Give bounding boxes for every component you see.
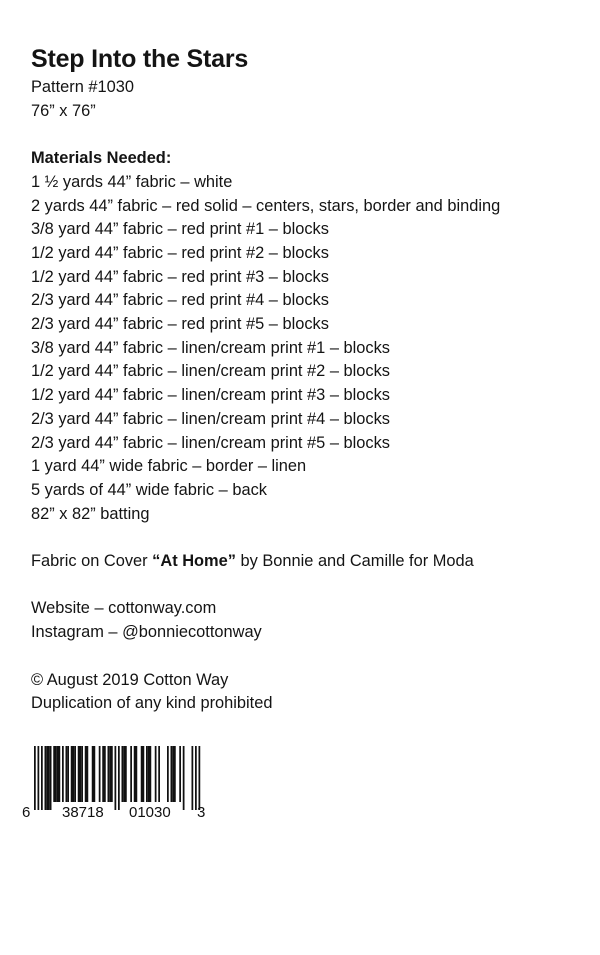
barcode-check-digit: 3 (197, 804, 206, 821)
barcode-bar (41, 746, 43, 810)
barcode-bar (134, 746, 136, 802)
cover-fabric-collection: “At Home” (152, 552, 236, 571)
material-item: 2/3 yard 44” fabric – linen/cream print #4 – blocks (31, 409, 390, 428)
material-item: 1/2 yard 44” fabric – red print #3 – blocks (31, 267, 329, 286)
barcode-bar (67, 746, 69, 802)
spacer (31, 574, 586, 598)
barcode-bar (92, 746, 94, 802)
barcode-bar (158, 746, 160, 802)
barcode-bar (62, 746, 64, 802)
barcode-bar (171, 746, 173, 802)
barcode-bar (45, 746, 47, 810)
material-item: 2/3 yard 44” fabric – red print #4 – blocks (31, 291, 329, 310)
material-item: 2/3 yard 44” fabric – linen/cream print #5 – blocks (31, 433, 390, 452)
barcode-bar (146, 746, 148, 802)
material-item: 1/2 yard 44” fabric – red print #2 – blocks (31, 243, 329, 262)
barcode-bar (195, 746, 197, 810)
barcode-bar (155, 746, 157, 802)
barcode-bar (34, 746, 36, 810)
material-item: 5 yards of 44” wide fabric – back (31, 480, 267, 499)
pattern-back-cover (31, 42, 586, 716)
barcode-bar (109, 746, 111, 802)
barcode-bar (183, 746, 185, 810)
material-item: 82” x 82” batting (31, 504, 150, 523)
barcode-bar (199, 746, 201, 810)
duplication-notice: Duplication of any kind prohibited (31, 694, 273, 713)
barcode-bar (167, 746, 169, 802)
pattern-number: Pattern #1030 (31, 78, 134, 96)
materials-heading: Materials Needed: (31, 149, 172, 168)
barcode-bar (87, 746, 89, 802)
barcode-bar (172, 746, 174, 802)
barcode-bar (66, 746, 68, 802)
materials-list (31, 171, 586, 527)
barcode-bar (115, 746, 117, 810)
barcode-bar (73, 746, 75, 802)
barcode-bar (59, 746, 61, 802)
finished-size: 76” x 76” (31, 101, 96, 120)
barcode-bar (192, 746, 194, 810)
barcode-left-digits: 38718 (62, 804, 104, 821)
barcode-bar (150, 746, 152, 802)
barcode-bar (108, 746, 110, 802)
barcode-bar (136, 746, 138, 802)
barcode-bar (38, 746, 40, 810)
material-item: 2/3 yard 44” fabric – red print #5 – blocks (31, 315, 329, 334)
barcode-bar (71, 746, 73, 802)
barcode-bar (122, 746, 124, 802)
barcode-bar (123, 746, 125, 802)
barcode-graphic (22, 744, 212, 824)
spacer (31, 123, 586, 147)
pattern-title: Step Into the Stars (31, 45, 249, 73)
barcode-lead-digit: 6 (22, 804, 31, 821)
barcode-bar (85, 746, 87, 802)
barcode-bar (104, 746, 106, 802)
barcode-bar (125, 746, 127, 802)
barcode-bar (148, 746, 150, 802)
barcode-bar (141, 746, 143, 802)
material-item: 1/2 yard 44” fabric – linen/cream print #2 – blocks (31, 362, 390, 381)
material-item: 1 ½ yards 44” fabric – white (31, 172, 233, 191)
barcode-bar (99, 746, 101, 802)
barcode-bar (94, 746, 96, 802)
material-item: 1/2 yard 44” fabric – linen/cream print #3 – blocks (31, 386, 390, 405)
barcode-bar (46, 746, 48, 810)
cover-fabric-suffix: by Bonnie and Camille for Moda (235, 552, 474, 571)
barcode-bars (34, 746, 200, 810)
upc-barcode (22, 744, 212, 824)
barcode-bar (50, 746, 52, 810)
material-item: 2 yards 44” fabric – red solid – centers, stars, border and binding (31, 196, 501, 215)
barcode-bar (130, 746, 132, 802)
barcode-bar (80, 746, 82, 802)
website-line: Website – cottonway.com (31, 599, 217, 618)
barcode-bar (74, 746, 76, 802)
barcode-bar (118, 746, 120, 810)
barcode-bar (102, 746, 104, 802)
cover-fabric-prefix: Fabric on Cover (31, 552, 153, 571)
material-item: 1 yard 44” wide fabric – border – linen (31, 457, 307, 476)
barcode-bar (81, 746, 83, 802)
barcode-right-digits: 01030 (129, 804, 171, 821)
barcode-bar (55, 746, 57, 802)
barcode-bar (57, 746, 59, 802)
material-item: 3/8 yard 44” fabric – linen/cream print #1 – blocks (31, 338, 390, 357)
spacer (31, 645, 586, 669)
copyright-line: © August 2019 Cotton Way (31, 670, 229, 689)
instagram-line: Instagram – @bonniecottonway (31, 623, 262, 642)
barcode-bar (78, 746, 80, 802)
barcode-bar (111, 746, 113, 802)
barcode-bar (143, 746, 145, 802)
barcode-bar (53, 746, 55, 802)
spacer (31, 526, 586, 550)
cover-fabric-line (31, 550, 586, 574)
barcode-bar (179, 746, 181, 802)
material-item: 3/8 yard 44” fabric – red print #1 – blocks (31, 220, 329, 239)
barcode-bar (174, 746, 176, 802)
barcode-bar (48, 746, 50, 810)
